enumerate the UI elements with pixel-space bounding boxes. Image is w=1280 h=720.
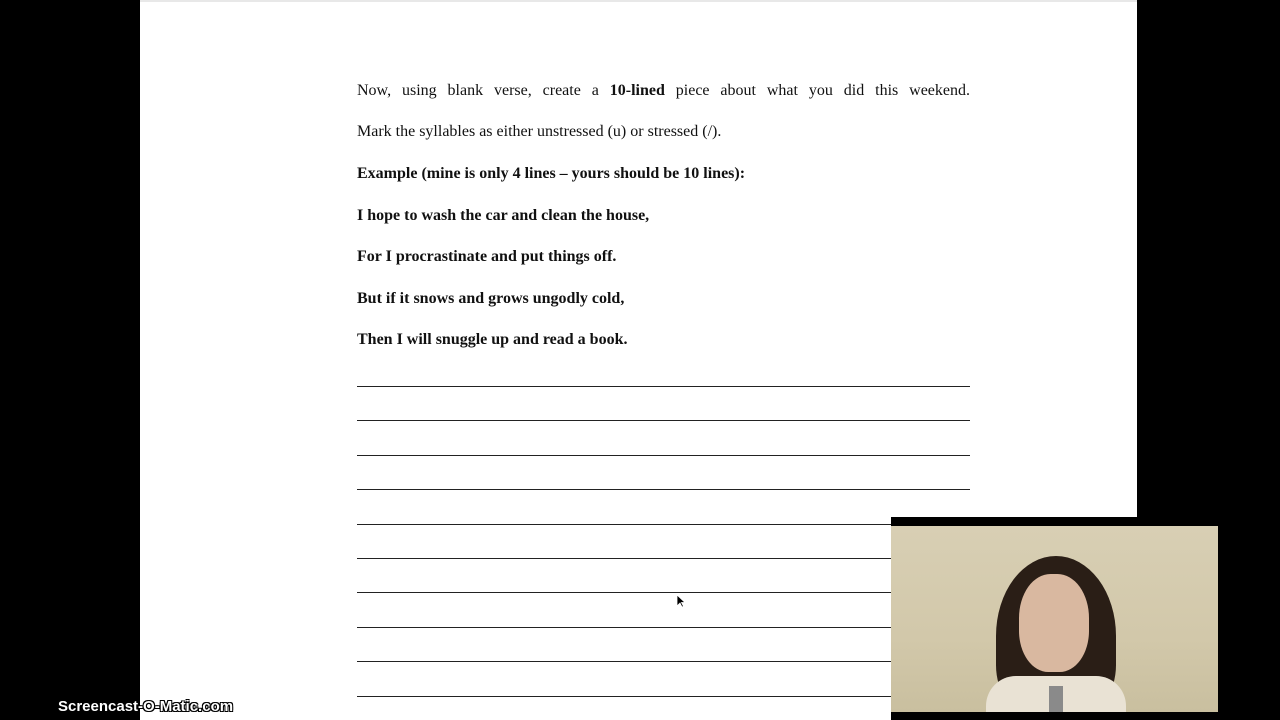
example-line-3: But if it snows and grows ungodly cold, <box>357 290 625 307</box>
webcam-overlay <box>891 517 1137 720</box>
mouse-cursor-icon <box>676 594 686 608</box>
answer-line <box>357 385 970 387</box>
answer-line <box>357 626 970 628</box>
instruction-1-bold: 10-lined <box>609 82 665 99</box>
instruction-line-1 <box>357 81 970 101</box>
answer-line <box>357 454 970 456</box>
instruction-1-end: piece about what you did this weekend. <box>664 82 971 99</box>
answer-line <box>357 660 970 662</box>
instruction-1-start: Now, using blank verse, create a <box>357 82 610 99</box>
answer-line <box>357 591 970 593</box>
presenter-face <box>1019 574 1089 672</box>
answer-line <box>357 419 970 421</box>
example-heading: Example (mine is only 4 lines – yours should be 10 lines): <box>357 165 746 182</box>
example-line-2: For I procrastinate and put things off. <box>357 248 617 265</box>
example-line-4: Then I will snuggle up and read a book. <box>357 331 628 348</box>
presenter-tie <box>1049 686 1063 712</box>
instruction-line-2: Mark the syllables as either unstressed (u) or stressed (/). <box>357 123 722 140</box>
example-line-1: I hope to wash the car and clean the house, <box>357 207 650 224</box>
answer-line <box>357 557 970 559</box>
answer-line <box>357 695 970 697</box>
webcam-feed <box>891 526 1218 712</box>
answer-line <box>357 488 970 490</box>
answer-line <box>357 523 970 525</box>
screencast-watermark: Screencast-O-Matic.com <box>58 698 234 715</box>
